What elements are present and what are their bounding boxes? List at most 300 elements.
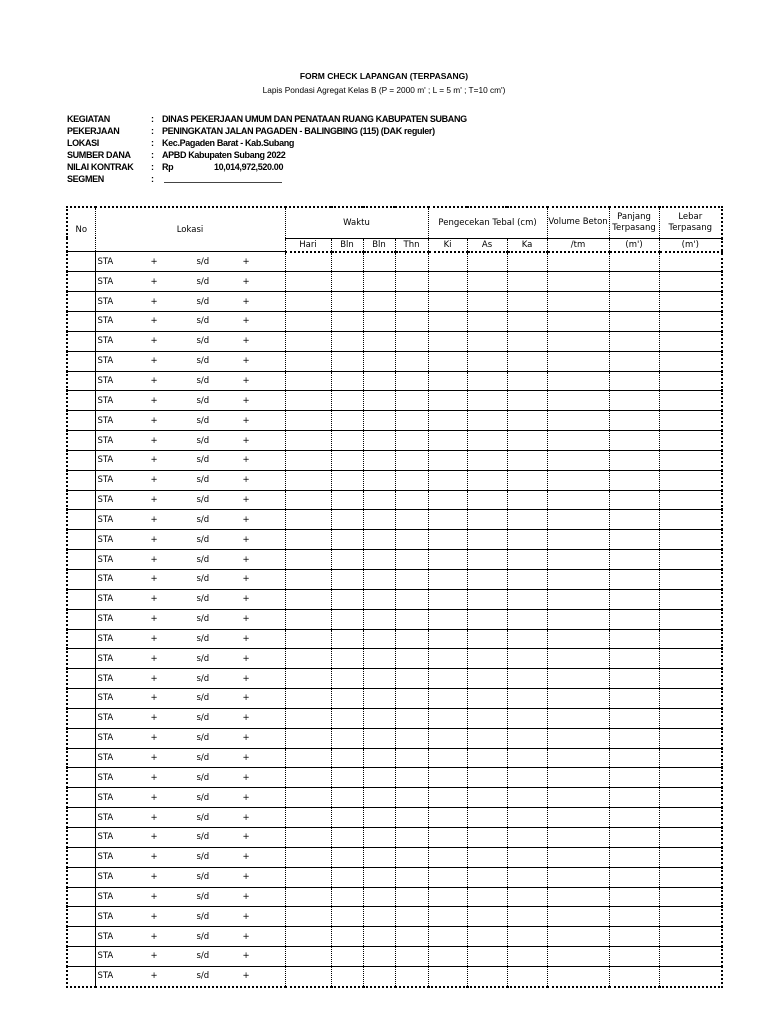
cell-ka[interactable] [507, 331, 547, 351]
cell-as[interactable] [467, 708, 507, 728]
cell-panjang[interactable] [609, 550, 659, 570]
cell-ka[interactable] [507, 887, 547, 907]
cell-bln2[interactable] [363, 847, 395, 867]
cell-volume[interactable] [547, 748, 609, 768]
cell-bln1[interactable] [331, 887, 363, 907]
cell-volume[interactable] [547, 629, 609, 649]
cell-ka[interactable] [507, 966, 547, 986]
cell-bln1[interactable] [331, 689, 363, 709]
cell-thn[interactable] [395, 966, 428, 986]
cell-hari[interactable] [285, 947, 331, 967]
cell-ki[interactable] [428, 351, 467, 371]
cell-lokasi[interactable] [95, 470, 285, 490]
cell-panjang[interactable] [609, 808, 659, 828]
cell-bln2[interactable] [363, 490, 395, 510]
cell-as[interactable] [467, 748, 507, 768]
cell-ka[interactable] [507, 629, 547, 649]
cell-as[interactable] [467, 629, 507, 649]
cell-thn[interactable] [395, 589, 428, 609]
cell-as[interactable] [467, 272, 507, 292]
cell-bln1[interactable] [331, 331, 363, 351]
cell-lokasi[interactable] [95, 292, 285, 312]
cell-bln2[interactable] [363, 649, 395, 669]
cell-ka[interactable] [507, 450, 547, 470]
cell-bln2[interactable] [363, 629, 395, 649]
cell-ki[interactable] [428, 847, 467, 867]
cell-bln1[interactable] [331, 827, 363, 847]
cell-volume[interactable] [547, 470, 609, 490]
cell-ka[interactable] [507, 867, 547, 887]
cell-bln2[interactable] [363, 272, 395, 292]
cell-as[interactable] [467, 689, 507, 709]
cell-bln1[interactable] [331, 669, 363, 689]
cell-thn[interactable] [395, 550, 428, 570]
cell-panjang[interactable] [609, 629, 659, 649]
cell-volume[interactable] [547, 827, 609, 847]
cell-lebar[interactable] [659, 252, 722, 272]
cell-lebar[interactable] [659, 887, 722, 907]
cell-thn[interactable] [395, 728, 428, 748]
segmen-blank-line[interactable] [164, 182, 282, 183]
cell-thn[interactable] [395, 272, 428, 292]
cell-thn[interactable] [395, 947, 428, 967]
cell-ki[interactable] [428, 550, 467, 570]
cell-ki[interactable] [428, 312, 467, 332]
cell-volume[interactable] [547, 867, 609, 887]
cell-lebar[interactable] [659, 391, 722, 411]
cell-hari[interactable] [285, 808, 331, 828]
cell-bln1[interactable] [331, 490, 363, 510]
cell-panjang[interactable] [609, 431, 659, 451]
cell-panjang[interactable] [609, 947, 659, 967]
cell-ka[interactable] [507, 808, 547, 828]
cell-hari[interactable] [285, 510, 331, 530]
cell-thn[interactable] [395, 649, 428, 669]
cell-no[interactable] [67, 431, 95, 451]
cell-panjang[interactable] [609, 371, 659, 391]
cell-bln2[interactable] [363, 788, 395, 808]
cell-lebar[interactable] [659, 748, 722, 768]
cell-as[interactable] [467, 966, 507, 986]
cell-volume[interactable] [547, 609, 609, 629]
cell-volume[interactable] [547, 649, 609, 669]
cell-bln1[interactable] [331, 808, 363, 828]
cell-bln2[interactable] [363, 808, 395, 828]
cell-bln1[interactable] [331, 391, 363, 411]
cell-ka[interactable] [507, 490, 547, 510]
cell-lokasi[interactable] [95, 530, 285, 550]
cell-no[interactable] [67, 847, 95, 867]
cell-volume[interactable] [547, 768, 609, 788]
cell-as[interactable] [467, 490, 507, 510]
cell-thn[interactable] [395, 927, 428, 947]
cell-as[interactable] [467, 530, 507, 550]
cell-as[interactable] [467, 947, 507, 967]
cell-thn[interactable] [395, 669, 428, 689]
cell-ka[interactable] [507, 252, 547, 272]
cell-as[interactable] [467, 589, 507, 609]
cell-bln2[interactable] [363, 669, 395, 689]
cell-no[interactable] [67, 966, 95, 986]
cell-lokasi[interactable] [95, 411, 285, 431]
cell-no[interactable] [67, 490, 95, 510]
cell-ki[interactable] [428, 808, 467, 828]
cell-ka[interactable] [507, 292, 547, 312]
cell-lokasi[interactable] [95, 431, 285, 451]
cell-hari[interactable] [285, 490, 331, 510]
cell-thn[interactable] [395, 312, 428, 332]
cell-hari[interactable] [285, 768, 331, 788]
cell-panjang[interactable] [609, 490, 659, 510]
cell-no[interactable] [67, 570, 95, 590]
cell-as[interactable] [467, 827, 507, 847]
cell-volume[interactable] [547, 292, 609, 312]
cell-no[interactable] [67, 450, 95, 470]
cell-lebar[interactable] [659, 470, 722, 490]
cell-as[interactable] [467, 331, 507, 351]
cell-volume[interactable] [547, 589, 609, 609]
cell-hari[interactable] [285, 371, 331, 391]
cell-hari[interactable] [285, 669, 331, 689]
cell-ka[interactable] [507, 371, 547, 391]
cell-lokasi[interactable] [95, 609, 285, 629]
cell-as[interactable] [467, 391, 507, 411]
cell-lebar[interactable] [659, 312, 722, 332]
cell-no[interactable] [67, 867, 95, 887]
cell-hari[interactable] [285, 292, 331, 312]
cell-lebar[interactable] [659, 550, 722, 570]
cell-hari[interactable] [285, 689, 331, 709]
cell-ka[interactable] [507, 649, 547, 669]
cell-no[interactable] [67, 351, 95, 371]
cell-lebar[interactable] [659, 847, 722, 867]
cell-thn[interactable] [395, 510, 428, 530]
cell-ki[interactable] [428, 927, 467, 947]
cell-volume[interactable] [547, 391, 609, 411]
cell-panjang[interactable] [609, 351, 659, 371]
cell-no[interactable] [67, 510, 95, 530]
cell-no[interactable] [67, 689, 95, 709]
cell-volume[interactable] [547, 847, 609, 867]
cell-volume[interactable] [547, 907, 609, 927]
cell-hari[interactable] [285, 411, 331, 431]
cell-volume[interactable] [547, 351, 609, 371]
cell-no[interactable] [67, 768, 95, 788]
cell-lokasi[interactable] [95, 629, 285, 649]
cell-as[interactable] [467, 351, 507, 371]
cell-lebar[interactable] [659, 927, 722, 947]
cell-ka[interactable] [507, 788, 547, 808]
cell-lokasi[interactable] [95, 570, 285, 590]
cell-ka[interactable] [507, 827, 547, 847]
cell-thn[interactable] [395, 609, 428, 629]
cell-hari[interactable] [285, 847, 331, 867]
cell-thn[interactable] [395, 490, 428, 510]
cell-thn[interactable] [395, 450, 428, 470]
cell-lokasi[interactable] [95, 728, 285, 748]
cell-lokasi[interactable] [95, 748, 285, 768]
cell-no[interactable] [67, 411, 95, 431]
cell-ka[interactable] [507, 510, 547, 530]
cell-lokasi[interactable] [95, 312, 285, 332]
cell-no[interactable] [67, 312, 95, 332]
cell-volume[interactable] [547, 252, 609, 272]
cell-ka[interactable] [507, 550, 547, 570]
cell-lebar[interactable] [659, 907, 722, 927]
cell-ka[interactable] [507, 431, 547, 451]
cell-lokasi[interactable] [95, 689, 285, 709]
cell-volume[interactable] [547, 887, 609, 907]
cell-hari[interactable] [285, 550, 331, 570]
cell-volume[interactable] [547, 927, 609, 947]
cell-lebar[interactable] [659, 808, 722, 828]
cell-thn[interactable] [395, 252, 428, 272]
cell-as[interactable] [467, 867, 507, 887]
cell-lokasi[interactable] [95, 907, 285, 927]
cell-panjang[interactable] [609, 708, 659, 728]
cell-lebar[interactable] [659, 669, 722, 689]
cell-hari[interactable] [285, 530, 331, 550]
cell-thn[interactable] [395, 391, 428, 411]
cell-ki[interactable] [428, 629, 467, 649]
cell-lokasi[interactable] [95, 808, 285, 828]
cell-volume[interactable] [547, 272, 609, 292]
cell-panjang[interactable] [609, 927, 659, 947]
cell-ka[interactable] [507, 530, 547, 550]
cell-hari[interactable] [285, 629, 331, 649]
cell-lebar[interactable] [659, 689, 722, 709]
cell-no[interactable] [67, 331, 95, 351]
cell-lebar[interactable] [659, 450, 722, 470]
cell-bln2[interactable] [363, 927, 395, 947]
cell-no[interactable] [67, 252, 95, 272]
cell-volume[interactable] [547, 788, 609, 808]
cell-no[interactable] [67, 669, 95, 689]
cell-bln2[interactable] [363, 887, 395, 907]
cell-bln1[interactable] [331, 450, 363, 470]
cell-ki[interactable] [428, 272, 467, 292]
cell-volume[interactable] [547, 331, 609, 351]
cell-bln1[interactable] [331, 847, 363, 867]
cell-bln2[interactable] [363, 907, 395, 927]
cell-bln2[interactable] [363, 431, 395, 451]
cell-ki[interactable] [428, 589, 467, 609]
cell-ki[interactable] [428, 867, 467, 887]
cell-ka[interactable] [507, 947, 547, 967]
cell-lebar[interactable] [659, 708, 722, 728]
cell-lokasi[interactable] [95, 550, 285, 570]
cell-no[interactable] [67, 708, 95, 728]
cell-lebar[interactable] [659, 490, 722, 510]
cell-panjang[interactable] [609, 450, 659, 470]
cell-lebar[interactable] [659, 431, 722, 451]
cell-thn[interactable] [395, 689, 428, 709]
cell-bln1[interactable] [331, 292, 363, 312]
cell-no[interactable] [67, 470, 95, 490]
cell-no[interactable] [67, 530, 95, 550]
cell-bln1[interactable] [331, 867, 363, 887]
cell-no[interactable] [67, 371, 95, 391]
cell-thn[interactable] [395, 629, 428, 649]
cell-bln2[interactable] [363, 947, 395, 967]
cell-hari[interactable] [285, 351, 331, 371]
cell-lebar[interactable] [659, 530, 722, 550]
cell-no[interactable] [67, 947, 95, 967]
cell-bln1[interactable] [331, 371, 363, 391]
cell-no[interactable] [67, 907, 95, 927]
cell-bln1[interactable] [331, 947, 363, 967]
cell-bln1[interactable] [331, 470, 363, 490]
cell-ki[interactable] [428, 768, 467, 788]
cell-bln1[interactable] [331, 530, 363, 550]
cell-bln1[interactable] [331, 649, 363, 669]
cell-ki[interactable] [428, 669, 467, 689]
cell-as[interactable] [467, 411, 507, 431]
cell-hari[interactable] [285, 966, 331, 986]
cell-no[interactable] [67, 391, 95, 411]
cell-lokasi[interactable] [95, 391, 285, 411]
cell-panjang[interactable] [609, 470, 659, 490]
cell-bln2[interactable] [363, 550, 395, 570]
cell-lokasi[interactable] [95, 927, 285, 947]
cell-thn[interactable] [395, 570, 428, 590]
cell-bln1[interactable] [331, 351, 363, 371]
cell-ka[interactable] [507, 847, 547, 867]
cell-panjang[interactable] [609, 331, 659, 351]
cell-ka[interactable] [507, 708, 547, 728]
cell-bln2[interactable] [363, 331, 395, 351]
cell-no[interactable] [67, 649, 95, 669]
cell-panjang[interactable] [609, 609, 659, 629]
cell-thn[interactable] [395, 371, 428, 391]
cell-as[interactable] [467, 292, 507, 312]
cell-thn[interactable] [395, 351, 428, 371]
cell-panjang[interactable] [609, 411, 659, 431]
cell-panjang[interactable] [609, 768, 659, 788]
cell-volume[interactable] [547, 689, 609, 709]
cell-bln1[interactable] [331, 609, 363, 629]
cell-hari[interactable] [285, 312, 331, 332]
cell-bln1[interactable] [331, 312, 363, 332]
cell-bln1[interactable] [331, 550, 363, 570]
cell-lebar[interactable] [659, 629, 722, 649]
cell-thn[interactable] [395, 411, 428, 431]
cell-ki[interactable] [428, 708, 467, 728]
cell-ki[interactable] [428, 371, 467, 391]
cell-volume[interactable] [547, 808, 609, 828]
cell-panjang[interactable] [609, 966, 659, 986]
cell-panjang[interactable] [609, 391, 659, 411]
cell-panjang[interactable] [609, 252, 659, 272]
cell-as[interactable] [467, 669, 507, 689]
cell-volume[interactable] [547, 728, 609, 748]
cell-ka[interactable] [507, 669, 547, 689]
cell-hari[interactable] [285, 788, 331, 808]
cell-bln2[interactable] [363, 728, 395, 748]
cell-ki[interactable] [428, 609, 467, 629]
cell-hari[interactable] [285, 470, 331, 490]
cell-hari[interactable] [285, 609, 331, 629]
cell-panjang[interactable] [609, 649, 659, 669]
cell-lebar[interactable] [659, 411, 722, 431]
cell-thn[interactable] [395, 470, 428, 490]
cell-ka[interactable] [507, 351, 547, 371]
cell-no[interactable] [67, 788, 95, 808]
cell-no[interactable] [67, 292, 95, 312]
cell-ka[interactable] [507, 609, 547, 629]
cell-hari[interactable] [285, 748, 331, 768]
cell-thn[interactable] [395, 827, 428, 847]
cell-bln1[interactable] [331, 748, 363, 768]
cell-bln1[interactable] [331, 708, 363, 728]
cell-thn[interactable] [395, 331, 428, 351]
cell-lokasi[interactable] [95, 847, 285, 867]
cell-as[interactable] [467, 808, 507, 828]
cell-bln2[interactable] [363, 689, 395, 709]
cell-no[interactable] [67, 927, 95, 947]
cell-lokasi[interactable] [95, 252, 285, 272]
cell-lebar[interactable] [659, 589, 722, 609]
cell-as[interactable] [467, 927, 507, 947]
cell-hari[interactable] [285, 431, 331, 451]
cell-thn[interactable] [395, 431, 428, 451]
cell-ka[interactable] [507, 728, 547, 748]
cell-panjang[interactable] [609, 530, 659, 550]
cell-bln2[interactable] [363, 351, 395, 371]
cell-hari[interactable] [285, 272, 331, 292]
cell-hari[interactable] [285, 867, 331, 887]
cell-panjang[interactable] [609, 689, 659, 709]
cell-ka[interactable] [507, 411, 547, 431]
cell-ka[interactable] [507, 470, 547, 490]
cell-as[interactable] [467, 450, 507, 470]
cell-panjang[interactable] [609, 669, 659, 689]
cell-ki[interactable] [428, 431, 467, 451]
cell-volume[interactable] [547, 570, 609, 590]
cell-volume[interactable] [547, 312, 609, 332]
cell-hari[interactable] [285, 391, 331, 411]
cell-bln1[interactable] [331, 252, 363, 272]
cell-bln1[interactable] [331, 272, 363, 292]
cell-bln2[interactable] [363, 450, 395, 470]
cell-no[interactable] [67, 887, 95, 907]
cell-ki[interactable] [428, 450, 467, 470]
cell-thn[interactable] [395, 530, 428, 550]
cell-lokasi[interactable] [95, 649, 285, 669]
cell-bln2[interactable] [363, 748, 395, 768]
cell-panjang[interactable] [609, 867, 659, 887]
cell-lokasi[interactable] [95, 371, 285, 391]
cell-volume[interactable] [547, 411, 609, 431]
cell-as[interactable] [467, 847, 507, 867]
cell-hari[interactable] [285, 331, 331, 351]
cell-no[interactable] [67, 272, 95, 292]
cell-bln2[interactable] [363, 411, 395, 431]
cell-lokasi[interactable] [95, 887, 285, 907]
cell-ki[interactable] [428, 411, 467, 431]
cell-no[interactable] [67, 609, 95, 629]
cell-hari[interactable] [285, 649, 331, 669]
cell-volume[interactable] [547, 966, 609, 986]
cell-thn[interactable] [395, 887, 428, 907]
cell-bln2[interactable] [363, 470, 395, 490]
cell-thn[interactable] [395, 847, 428, 867]
cell-bln2[interactable] [363, 609, 395, 629]
cell-lebar[interactable] [659, 510, 722, 530]
cell-lokasi[interactable] [95, 450, 285, 470]
cell-ka[interactable] [507, 768, 547, 788]
cell-ka[interactable] [507, 570, 547, 590]
